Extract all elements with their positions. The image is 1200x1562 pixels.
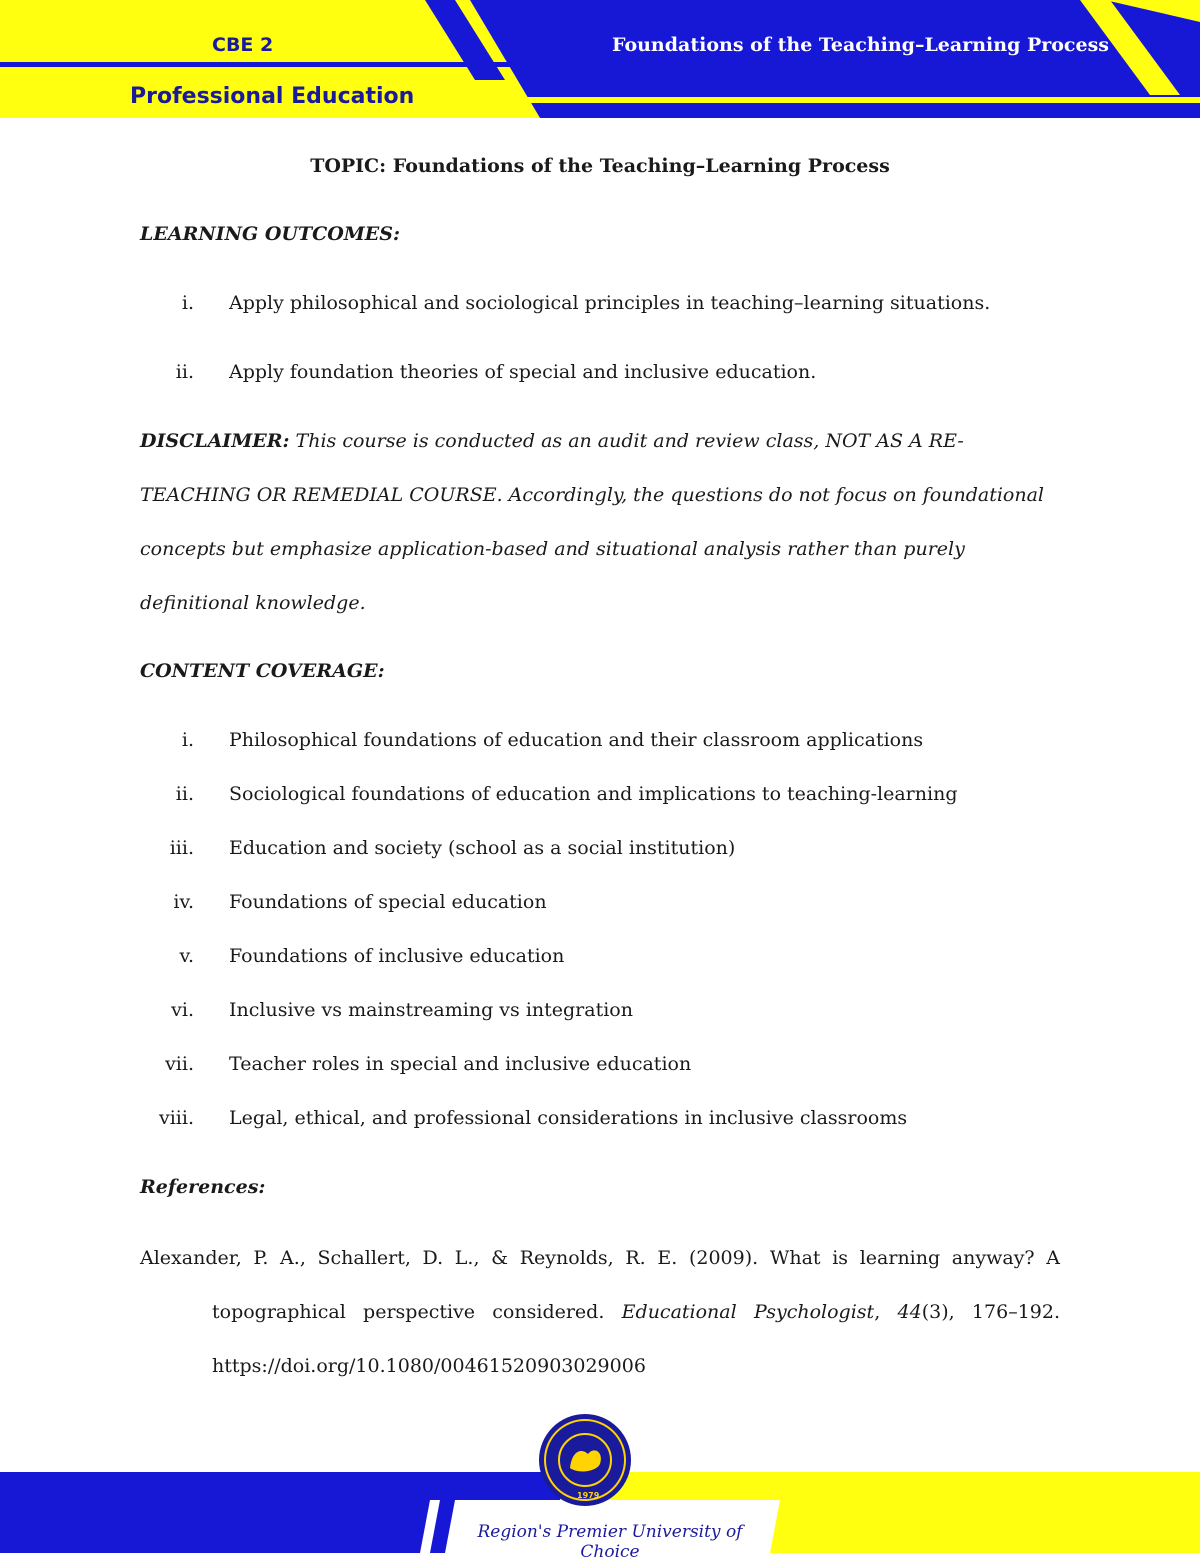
topic-title: TOPIC: Foundations of the Teaching–Learning Process [310,155,890,177]
university-motto: Region's Premier University of Choice [477,1522,743,1562]
list-item-text: Apply philosophical and sociological principles in teaching–learning situations. [229,292,991,314]
list-item-number: ii. [175,783,194,805]
list-item-number: vi. [171,999,194,1021]
content-coverage-list [140,726,1060,1132]
list-item [140,1050,1060,1078]
list-item [140,289,1060,317]
list-item [140,888,1060,916]
list-item-number: iii. [169,837,194,859]
reference-journal: Educational Psychologist [621,1301,875,1323]
disclaimer-label: DISCLAIMER: [140,430,290,452]
reference-separator: , [874,1301,898,1323]
list-item [140,996,1060,1024]
reference-authors-title: Alexander, P. A., Schallert, D. L., & Reynolds, R. E. (2009). What is learning anyway? A topographical perspective considered. [140,1247,1060,1323]
references-heading: References: [140,1176,266,1198]
page-footer [0,1410,1200,1562]
list-item-number: i. [181,292,194,314]
list-item [140,358,1060,386]
reference-volume: 44 [897,1301,922,1323]
list-item [140,726,1060,754]
list-item-text: Foundations of inclusive education [229,945,565,967]
learning-outcomes-heading: LEARNING OUTCOMES: [140,223,401,245]
list-item-text: Teacher roles in special and inclusive education [229,1053,692,1075]
list-item-number: vii. [165,1053,194,1075]
page-header [0,0,1200,125]
course-code: CBE 2 [212,34,274,56]
list-item-number: v. [179,945,194,967]
list-item-number: iv. [173,891,194,913]
list-item-text: Foundations of special education [229,891,547,913]
department-name: Professional Education [130,84,415,109]
list-item-number: viii. [158,1107,194,1129]
list-item [140,1104,1060,1132]
list-item-text: Apply foundation theories of special and inclusive education. [229,361,817,383]
learning-outcomes-list [140,289,1060,386]
list-item-text: Sociological foundations of education and implications to teaching-learning [229,783,958,805]
list-item-text: Philosophical foundations of education and their classroom applications [229,729,924,751]
content-coverage-heading: CONTENT COVERAGE: [140,660,385,682]
university-seal-icon [539,1414,631,1506]
list-item [140,780,1060,808]
list-item-text: Education and society (school as a social institution) [229,837,736,859]
seal-year: 1979 [577,1491,600,1500]
list-item-number: i. [181,729,194,751]
disclaimer-paragraph [140,414,1060,630]
reference-pages-doi: (3), 176–192. https://doi.org/10.1080/00461520903029006 [212,1301,1060,1377]
list-item-text: Legal, ethical, and professional considerations in inclusive classrooms [229,1107,908,1129]
disclaimer-text: This course is conducted as an audit and review class, NOT AS A RE-TEACHING OR REMEDIAL COURSE. Accordingly, the questions do not focus on foundational concepts but emphasize application-based and situational analysis rather than purely definitional knowledge. [140,430,1044,614]
header-course-title: Foundations of the Teaching–Learning Process [612,34,1109,56]
reference-entry [140,1231,1060,1393]
list-item [140,942,1060,970]
document-body [140,150,1060,1393]
list-item-text: Inclusive vs mainstreaming vs integration [229,999,633,1021]
list-item-number: ii. [175,361,194,383]
list-item [140,834,1060,862]
